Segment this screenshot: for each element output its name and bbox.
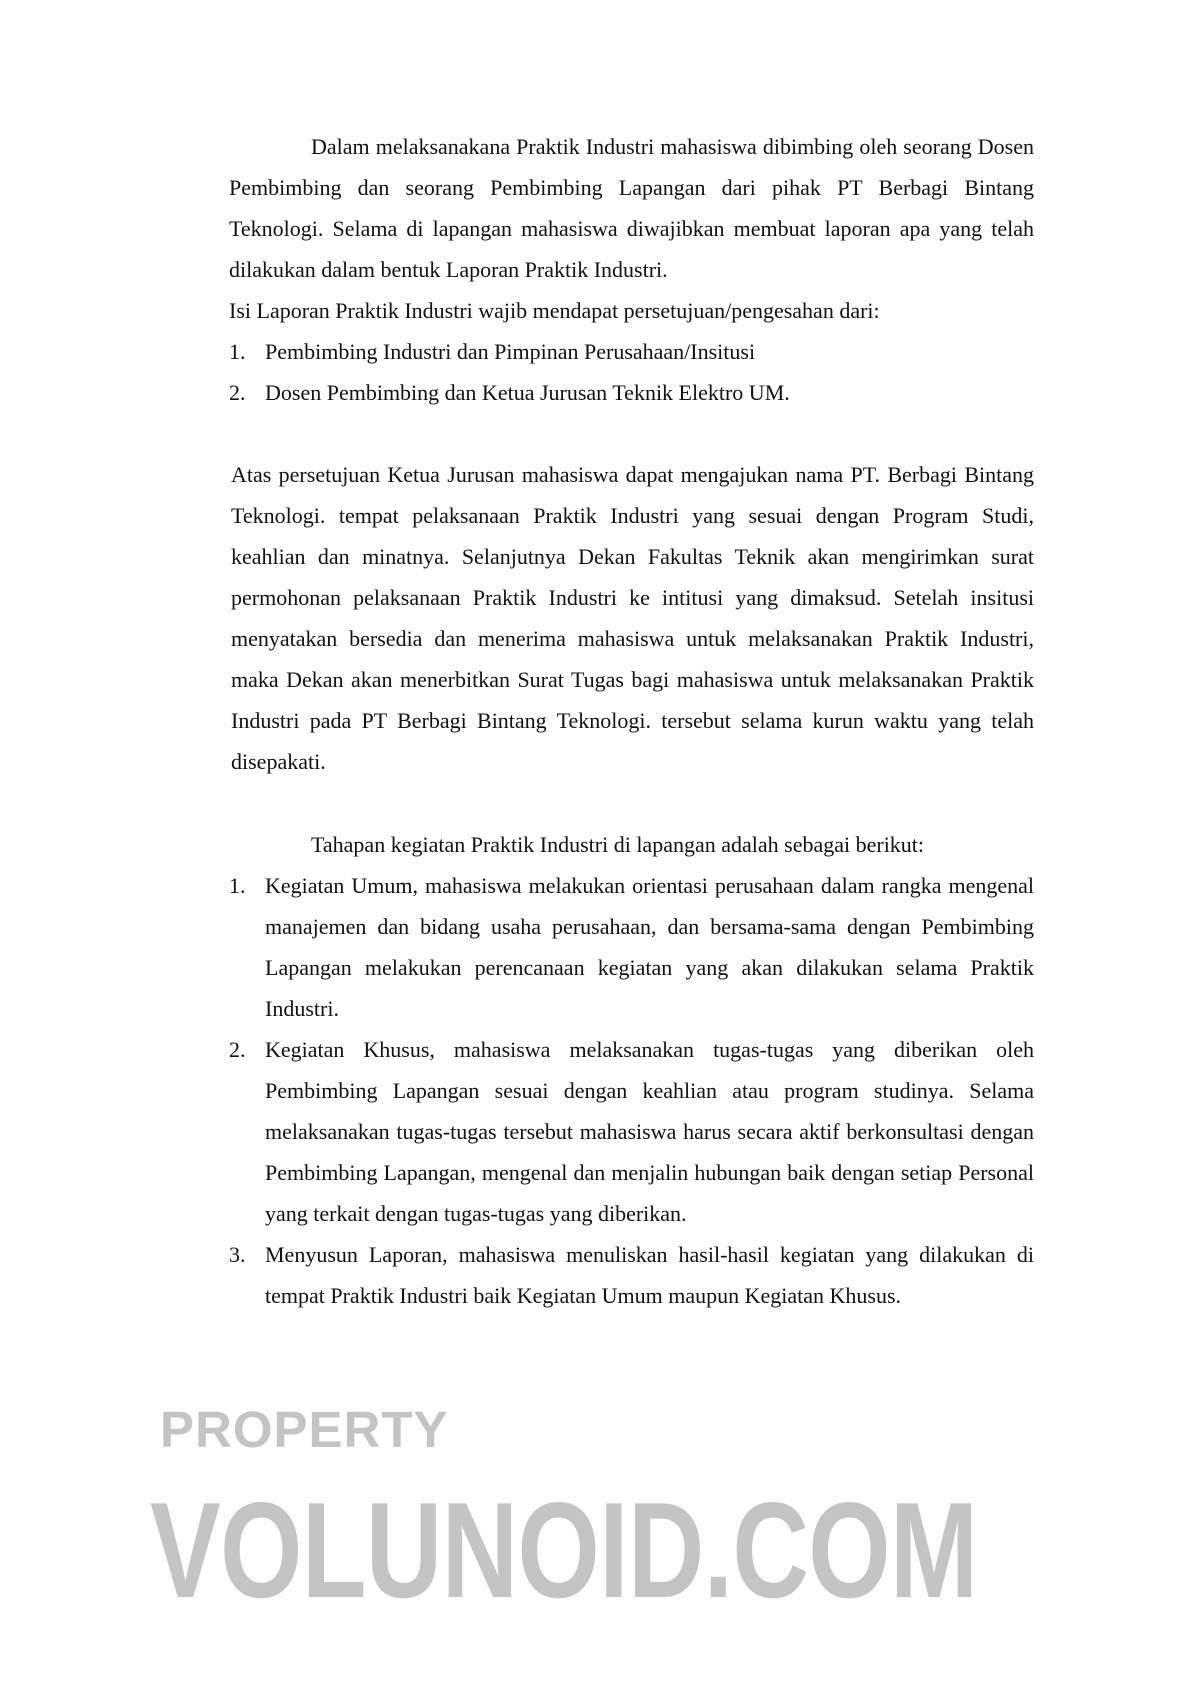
list-number: 2. [229,1037,246,1062]
intro-paragraph: Dalam melaksanakana Praktik Industri mahasiswa dibimbing oleh seorang Dosen Pembimbing dan seorang Pembimbing Lapangan dari pihak PT Berbagi Bintang Teknologi. Selama di lapangan mahasiswa diwajibkan membuat laporan apa yang telah dilakukan dalam bentuk Laporan Praktik Industri. [229,134,1034,282]
list-number: 1. [229,339,246,364]
paragraph-spacer [229,782,1034,824]
stages-list [229,865,1034,1316]
watermark-property: PROPERTY [160,1401,449,1458]
watermark-site: VOLUNOID.COM [150,1474,978,1626]
list-item-text: Menyusun Laporan, mahasiswa menuliskan hasil-hasil kegiatan yang dilakukan di tempat Praktik Industri baik Kegiatan Umum maupun Kegiatan Khusus. [265,1242,1034,1308]
paragraph-spacer [229,413,1034,454]
approval-intro: Isi Laporan Praktik Industri wajib mendapat persetujuan/pengesahan dari: [229,298,880,323]
submission-paragraph: Atas persetujuan Ketua Jurusan mahasiswa dapat mengajukan nama PT. Berbagi Bintang Teknologi. tempat pelaksanaan Praktik Industri yang sesuai dengan Program Studi, keahlian dan minatnya. Selanjutnya Dekan Fakultas Teknik akan mengirimkan surat permohonan pelaksanaan Praktik Industri ke intitusi yang dimaksud. Setelah insitusi menyatakan bersedia dan menerima mahasiswa untuk melaksanakan Praktik Industri, maka Dekan akan menerbitkan Surat Tugas bagi mahasiswa untuk melaksanakan Praktik Industri pada PT Berbagi Bintang Teknologi. tersebut selama kurun waktu yang telah disepakati. [231,462,1034,774]
list-item-text: Dosen Pembimbing dan Ketua Jurusan Teknik Elektro UM. [265,380,790,405]
list-item [229,331,1034,372]
list-number: 2. [229,380,246,405]
list-number: 3. [229,1242,246,1267]
list-number: 1. [229,873,246,898]
list-item-text: Kegiatan Khusus, mahasiswa melaksanakan tugas-tugas yang diberikan oleh Pembimbing Lapangan sesuai dengan keahlian atau program studinya. Selama melaksanakan tugas-tugas tersebut mahasiswa harus secara aktif berkonsultasi dengan Pembimbing Lapangan, mengenal dan menjalin hubungan baik dengan setiap Personal yang terkait dengan tugas-tugas yang diberikan. [265,1037,1034,1226]
list-item [229,865,1034,1029]
list-item-text: Pembimbing Industri dan Pimpinan Perusahaan/Insitusi [265,339,756,364]
stages-intro: Tahapan kegiatan Praktik Industri di lapangan adalah sebagai berikut: [311,832,925,857]
list-item-text: Kegiatan Umum, mahasiswa melakukan orientasi perusahaan dalam rangka mengenal manajemen dan bidang usaha perusahaan, dan bersama-sama dengan Pembimbing Lapangan melakukan perencanaan kegiatan yang akan dilakukan selama Praktik Industri. [265,873,1034,1021]
approval-list [229,331,1034,413]
list-item [229,1029,1034,1234]
list-item [229,372,1034,413]
list-item [229,1234,1034,1316]
document-body [229,126,1034,1316]
